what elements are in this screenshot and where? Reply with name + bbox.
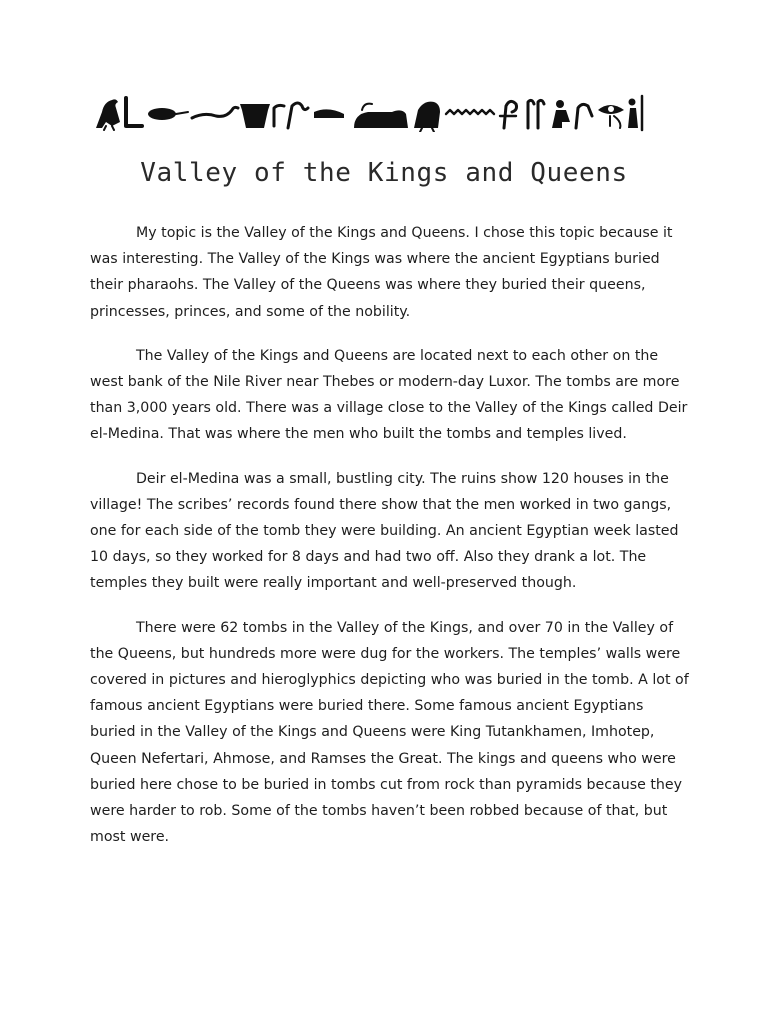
document-body <box>90 220 690 868</box>
eye-glyph-icon <box>598 105 624 128</box>
owl-glyph-icon <box>414 102 440 132</box>
paragraph: Deir el-Medina was a small, bustling city. The ruins show 120 houses in the village! The scribes’ records found there show that the men worked in two gangs, one for each side of the tomb they were building. An ancient Egyptian week lasted 10 days, so they worked for 8 days and had two off. Also they drank a lot. The temples they built were really important and well-preserved though. <box>90 470 679 592</box>
hieroglyph-banner <box>92 92 652 132</box>
paragraph: The Valley of the Kings and Queens are located next to each other on the west bank of the Nile River near Thebes or modern-day Luxor. The tombs are more than 3,000 years old. There was a village close to the Valley of the Kings called Deir el-Medina. That was where the men who built the tombs and temples lived. <box>90 347 688 443</box>
reed-glyph-icon <box>528 100 544 128</box>
seated-figure-glyph-icon <box>552 100 570 128</box>
hook-glyph-icon <box>576 104 592 128</box>
paragraph: My topic is the Valley of the Kings and Queens. I chose this topic because it was interesting. The Valley of the Kings was where the ancient Egyptians buried their pharaohs. The Valley of the Queens was where they buried their queens, princesses, princes, and some of the nobility. <box>90 225 673 320</box>
paragraph: There were 62 tombs in the Valley of the Kings, and over 70 in the Valley of the Queens, but hundreds more were dug for the workers. The temples’ walls were covered in pictures and hieroglyphics depicting who was buried in the tomb. A lot of famous ancient Egyptians were buried there. Some famous ancient Egyptians buried in the Valley of the Kings and Queens were King Tutankhamen, Imhotep, Queen Nefertari, Ahmose, and Ramses the Great. The kings and queens who were buried here chose to be buried in tombs cut from rock than pyramids because they were harder to rob. Some of the tombs haven’t been robbed because of that, but most were. <box>90 619 689 846</box>
rope-glyph-icon <box>126 98 142 126</box>
page-title: Valley of the Kings and Queens <box>140 158 628 188</box>
loaf-glyph-icon <box>314 109 344 118</box>
stroke-glyph-icon <box>274 105 284 126</box>
water-glyph-icon <box>446 110 494 114</box>
standing-figure-glyph-icon <box>628 96 642 130</box>
mouth-glyph-icon <box>148 108 188 120</box>
basket-glyph-icon <box>240 104 270 128</box>
ankh-glyph-icon <box>500 101 517 128</box>
feather-glyph-icon <box>288 103 308 128</box>
lion-glyph-icon <box>354 104 408 128</box>
cobra-glyph-icon <box>192 107 238 118</box>
vulture-glyph-icon <box>96 99 120 130</box>
hieroglyph-glyphs <box>92 92 652 132</box>
